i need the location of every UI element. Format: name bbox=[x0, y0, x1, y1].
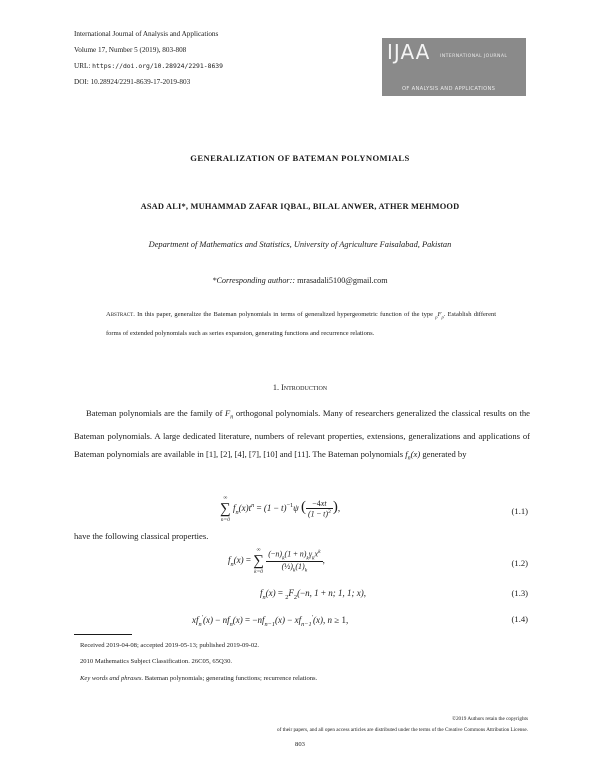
page-number: 803 bbox=[295, 741, 305, 748]
equation-1-2 bbox=[0, 546, 600, 580]
fn-symbol: $F_n$ bbox=[225, 408, 234, 421]
affiliation: Department of Mathematics and Statistics, University of Agriculture Faisalabad, Pakistan bbox=[148, 240, 452, 249]
received-dates: Received 2019-04-08; accepted 2019-05-13; published 2019-09-02. bbox=[80, 642, 260, 649]
msc-codes: 26C05, 65Q30. bbox=[189, 658, 233, 665]
doi-line bbox=[74, 78, 190, 87]
properties-intro: have the following classical properties. bbox=[74, 531, 209, 541]
equation-1-4-number: (1.4) bbox=[511, 614, 528, 624]
abstract-text-1: In this paper, generalize the Bateman polynomials in terms of generalized hypergeometric function of the type bbox=[137, 311, 436, 318]
msc-classification bbox=[80, 658, 232, 665]
abstract-text-2: . Establish different forms of extended polynomials such as series expansion, generating functions and recurrence relations. bbox=[106, 311, 497, 338]
section-number: 1. bbox=[272, 383, 280, 392]
intro-paragraph bbox=[74, 404, 530, 467]
keywords-label: Key words and phrases. bbox=[80, 675, 144, 682]
section-title: Introduction bbox=[281, 383, 328, 392]
equation-1-3 bbox=[0, 588, 600, 602]
keywords bbox=[80, 675, 317, 682]
equation-1-1-number: (1.1) bbox=[511, 506, 528, 516]
volume-page-link[interactable]: 808 bbox=[175, 46, 187, 54]
corresponding-author bbox=[0, 276, 600, 285]
intro-text-2: orthogonal polynomials. Many of researchers generalized the classical results on the Bateman polynomials. A large dedicated literature, numbers of relevant properties, extensions, generalizations and applications of Bateman polynomials are available in [1], [2], [4], [7], [10] and [11]. The Bateman polynomials bbox=[74, 408, 530, 459]
paper-title: GENERALIZATION OF BATEMAN POLYNOMIALS bbox=[190, 153, 410, 163]
pfp-symbol: $_pF_p$ bbox=[435, 311, 444, 320]
equation-1-3-body: $f_n(x) = _2F_2(-n$, 1 + n; 1, 1; x), bbox=[260, 588, 366, 601]
journal-logo bbox=[382, 38, 526, 96]
abstract bbox=[106, 306, 496, 342]
logo-line1: INTERNATIONAL JOURNAL bbox=[440, 54, 508, 59]
footnote-rule bbox=[74, 634, 132, 635]
corresponding-label: *Corresponding author:: bbox=[212, 276, 296, 285]
author-list: ASAD ALI*, MUHAMMAD ZAFAR IQBAL, BILAL ANWER, ATHER MEHMOOD bbox=[140, 202, 460, 211]
fnx-symbol: $f_n(x)$ bbox=[405, 448, 421, 462]
equation-1-3-number: (1.3) bbox=[511, 588, 528, 598]
url-link[interactable]: https://doi.org/10.28924/2291-8639 bbox=[92, 62, 223, 70]
url-line bbox=[74, 62, 223, 71]
volume-line bbox=[74, 46, 186, 55]
equation-1-2-body: $f_n(x)$ = ∞ ∑ k=0 $\frac{(-n)_k(1 + n)_k\gamma_kx^k}{(\frac{1}{2})_k(1)_k}$ , bbox=[228, 547, 325, 575]
license-line-2: of their papers, and all open access articles are distributed under the terms of the Creative Commons Attribution License. bbox=[277, 727, 528, 733]
license-line-1: ©2019 Authors retain the copyrights bbox=[452, 716, 528, 722]
keywords-text: Bateman polynomials; generating functions; recurrence relations. bbox=[143, 675, 318, 682]
doi-link[interactable]: 10.28924/2291-8639-17-2019-803 bbox=[90, 78, 191, 86]
url-label: URL: bbox=[74, 62, 93, 70]
section-heading bbox=[0, 383, 600, 392]
equation-1-2-number: (1.2) bbox=[511, 558, 528, 568]
doi-label: DOI: bbox=[74, 78, 91, 86]
abstract-label: Abstract. bbox=[106, 311, 135, 318]
intro-text-1: Bateman polynomials are the family of bbox=[86, 408, 226, 418]
volume-text: Volume 17, Number 5 (2019), 803- bbox=[74, 46, 176, 54]
equation-1-4 bbox=[0, 614, 600, 628]
equation-1-1-body: ∞ ∑ n=0 $f_n(x)t^n = (1 - t)^{-1}\psi$ ( $\frac{-4xt}{(1 - t)^2}$ ), bbox=[220, 495, 341, 523]
logo-acronym: IJAA bbox=[387, 40, 431, 64]
msc-year-label: 2010 Mathematics Subject Classification. bbox=[80, 658, 190, 665]
intro-text-3: generated by bbox=[420, 448, 467, 459]
corresponding-email[interactable]: mrasadali5100@gmail.com bbox=[297, 276, 388, 285]
equation-1-1 bbox=[0, 494, 600, 528]
logo-line2: OF ANALYSIS AND APPLICATIONS bbox=[402, 86, 496, 92]
equation-1-4-body: $xf_n'(x) - nf_n(x) = -nf_{n-1}(x) - xf_{n-1}'(x)$, n ≥ 1, bbox=[192, 614, 349, 628]
journal-name: International Journal of Analysis and Applications bbox=[74, 30, 219, 38]
